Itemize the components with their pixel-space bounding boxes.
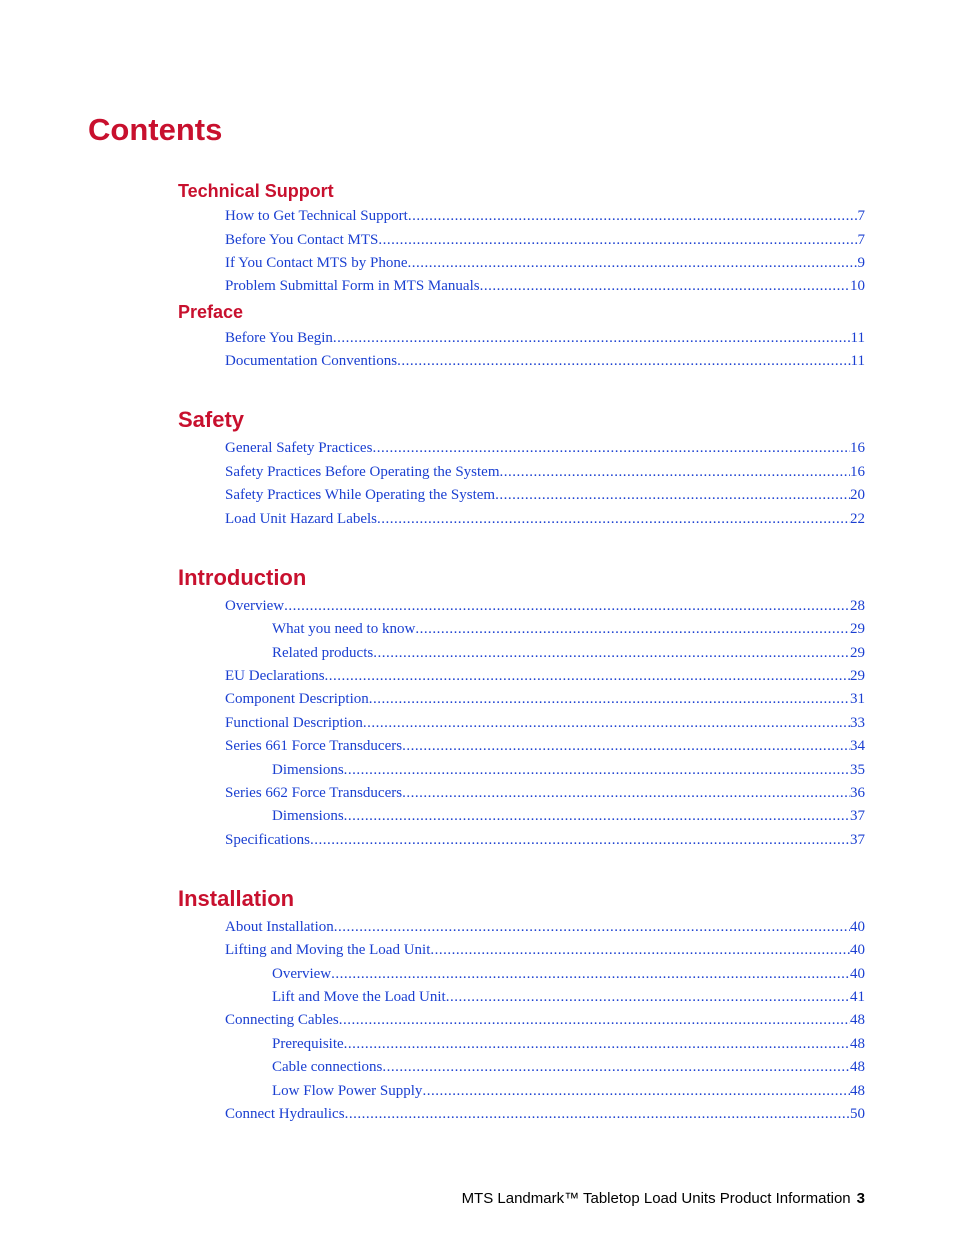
toc-entry[interactable]: Related products ..... 29	[272, 643, 865, 663]
toc-entry[interactable]: Before You Begin ..... 11	[225, 328, 865, 348]
toc-entry[interactable]: Prerequisite ..... 48	[272, 1034, 865, 1054]
toc-entry[interactable]: Safety Practices Before Operating the System ..... 16	[225, 462, 865, 482]
section-heading-introduction: Introduction	[178, 565, 307, 590]
section-heading-preface: Preface	[178, 302, 244, 322]
toc-entry[interactable]: If You Contact MTS by Phone ..... 9	[225, 253, 865, 273]
toc-entry[interactable]: Functional Description ..... 33	[225, 713, 865, 733]
toc-entry[interactable]: Dimensions ..... 37	[272, 806, 865, 826]
toc-entry[interactable]: Load Unit Hazard Labels ..... 22	[225, 509, 865, 529]
toc-entry[interactable]: EU Declarations ..... 29	[225, 666, 865, 686]
toc-entry[interactable]: Low Flow Power Supply ..... 48	[272, 1081, 865, 1101]
toc-entry[interactable]: Connect Hydraulics ..... 50	[225, 1104, 865, 1124]
footer-text: MTS Landmark™ Tabletop Load Units Product Information	[461, 1190, 851, 1207]
toc-entry[interactable]: Series 662 Force Transducers ..... 36	[225, 783, 865, 803]
toc-entry[interactable]: Lifting and Moving the Load Unit ..... 40	[225, 940, 865, 960]
footer-page-number: 3	[856, 1190, 865, 1207]
toc-entry[interactable]: Component Description ..... 31	[225, 689, 865, 709]
toc-entry[interactable]: Overview ..... 28	[225, 596, 865, 616]
toc-entry[interactable]: Lift and Move the Load Unit ..... 41	[272, 987, 865, 1007]
toc-entry[interactable]: How to Get Technical Support ..... 7	[225, 206, 865, 226]
toc-entry[interactable]: Problem Submittal Form in MTS Manuals ..... 10	[225, 276, 865, 296]
page-title: Contents	[88, 112, 223, 147]
toc-entry[interactable]: Overview ..... 40	[272, 964, 865, 984]
toc-entry[interactable]: Series 661 Force Transducers ..... 34	[225, 736, 865, 756]
section-heading-installation: Installation	[178, 886, 295, 911]
toc-entry[interactable]: Cable connections ..... 48	[272, 1057, 865, 1077]
toc-entry[interactable]: General Safety Practices ..... 16	[225, 438, 865, 458]
toc-entry[interactable]: Dimensions ..... 35	[272, 760, 865, 780]
toc-entry[interactable]: Connecting Cables ..... 48	[225, 1010, 865, 1030]
toc-entry[interactable]: Safety Practices While Operating the System ..... 20	[225, 485, 865, 505]
toc-entry[interactable]: About Installation ..... 40	[225, 917, 865, 937]
section-heading-technical-support: Technical Support	[178, 181, 334, 201]
toc-entry[interactable]: Specifications ..... 37	[225, 830, 865, 850]
toc-entry[interactable]: Documentation Conventions ..... 11	[225, 351, 865, 371]
toc-entry[interactable]: Before You Contact MTS ..... 7	[225, 230, 865, 250]
page-footer	[462, 1189, 865, 1209]
section-heading-safety: Safety	[178, 407, 245, 432]
toc-entry[interactable]: What you need to know ..... 29	[272, 619, 865, 639]
